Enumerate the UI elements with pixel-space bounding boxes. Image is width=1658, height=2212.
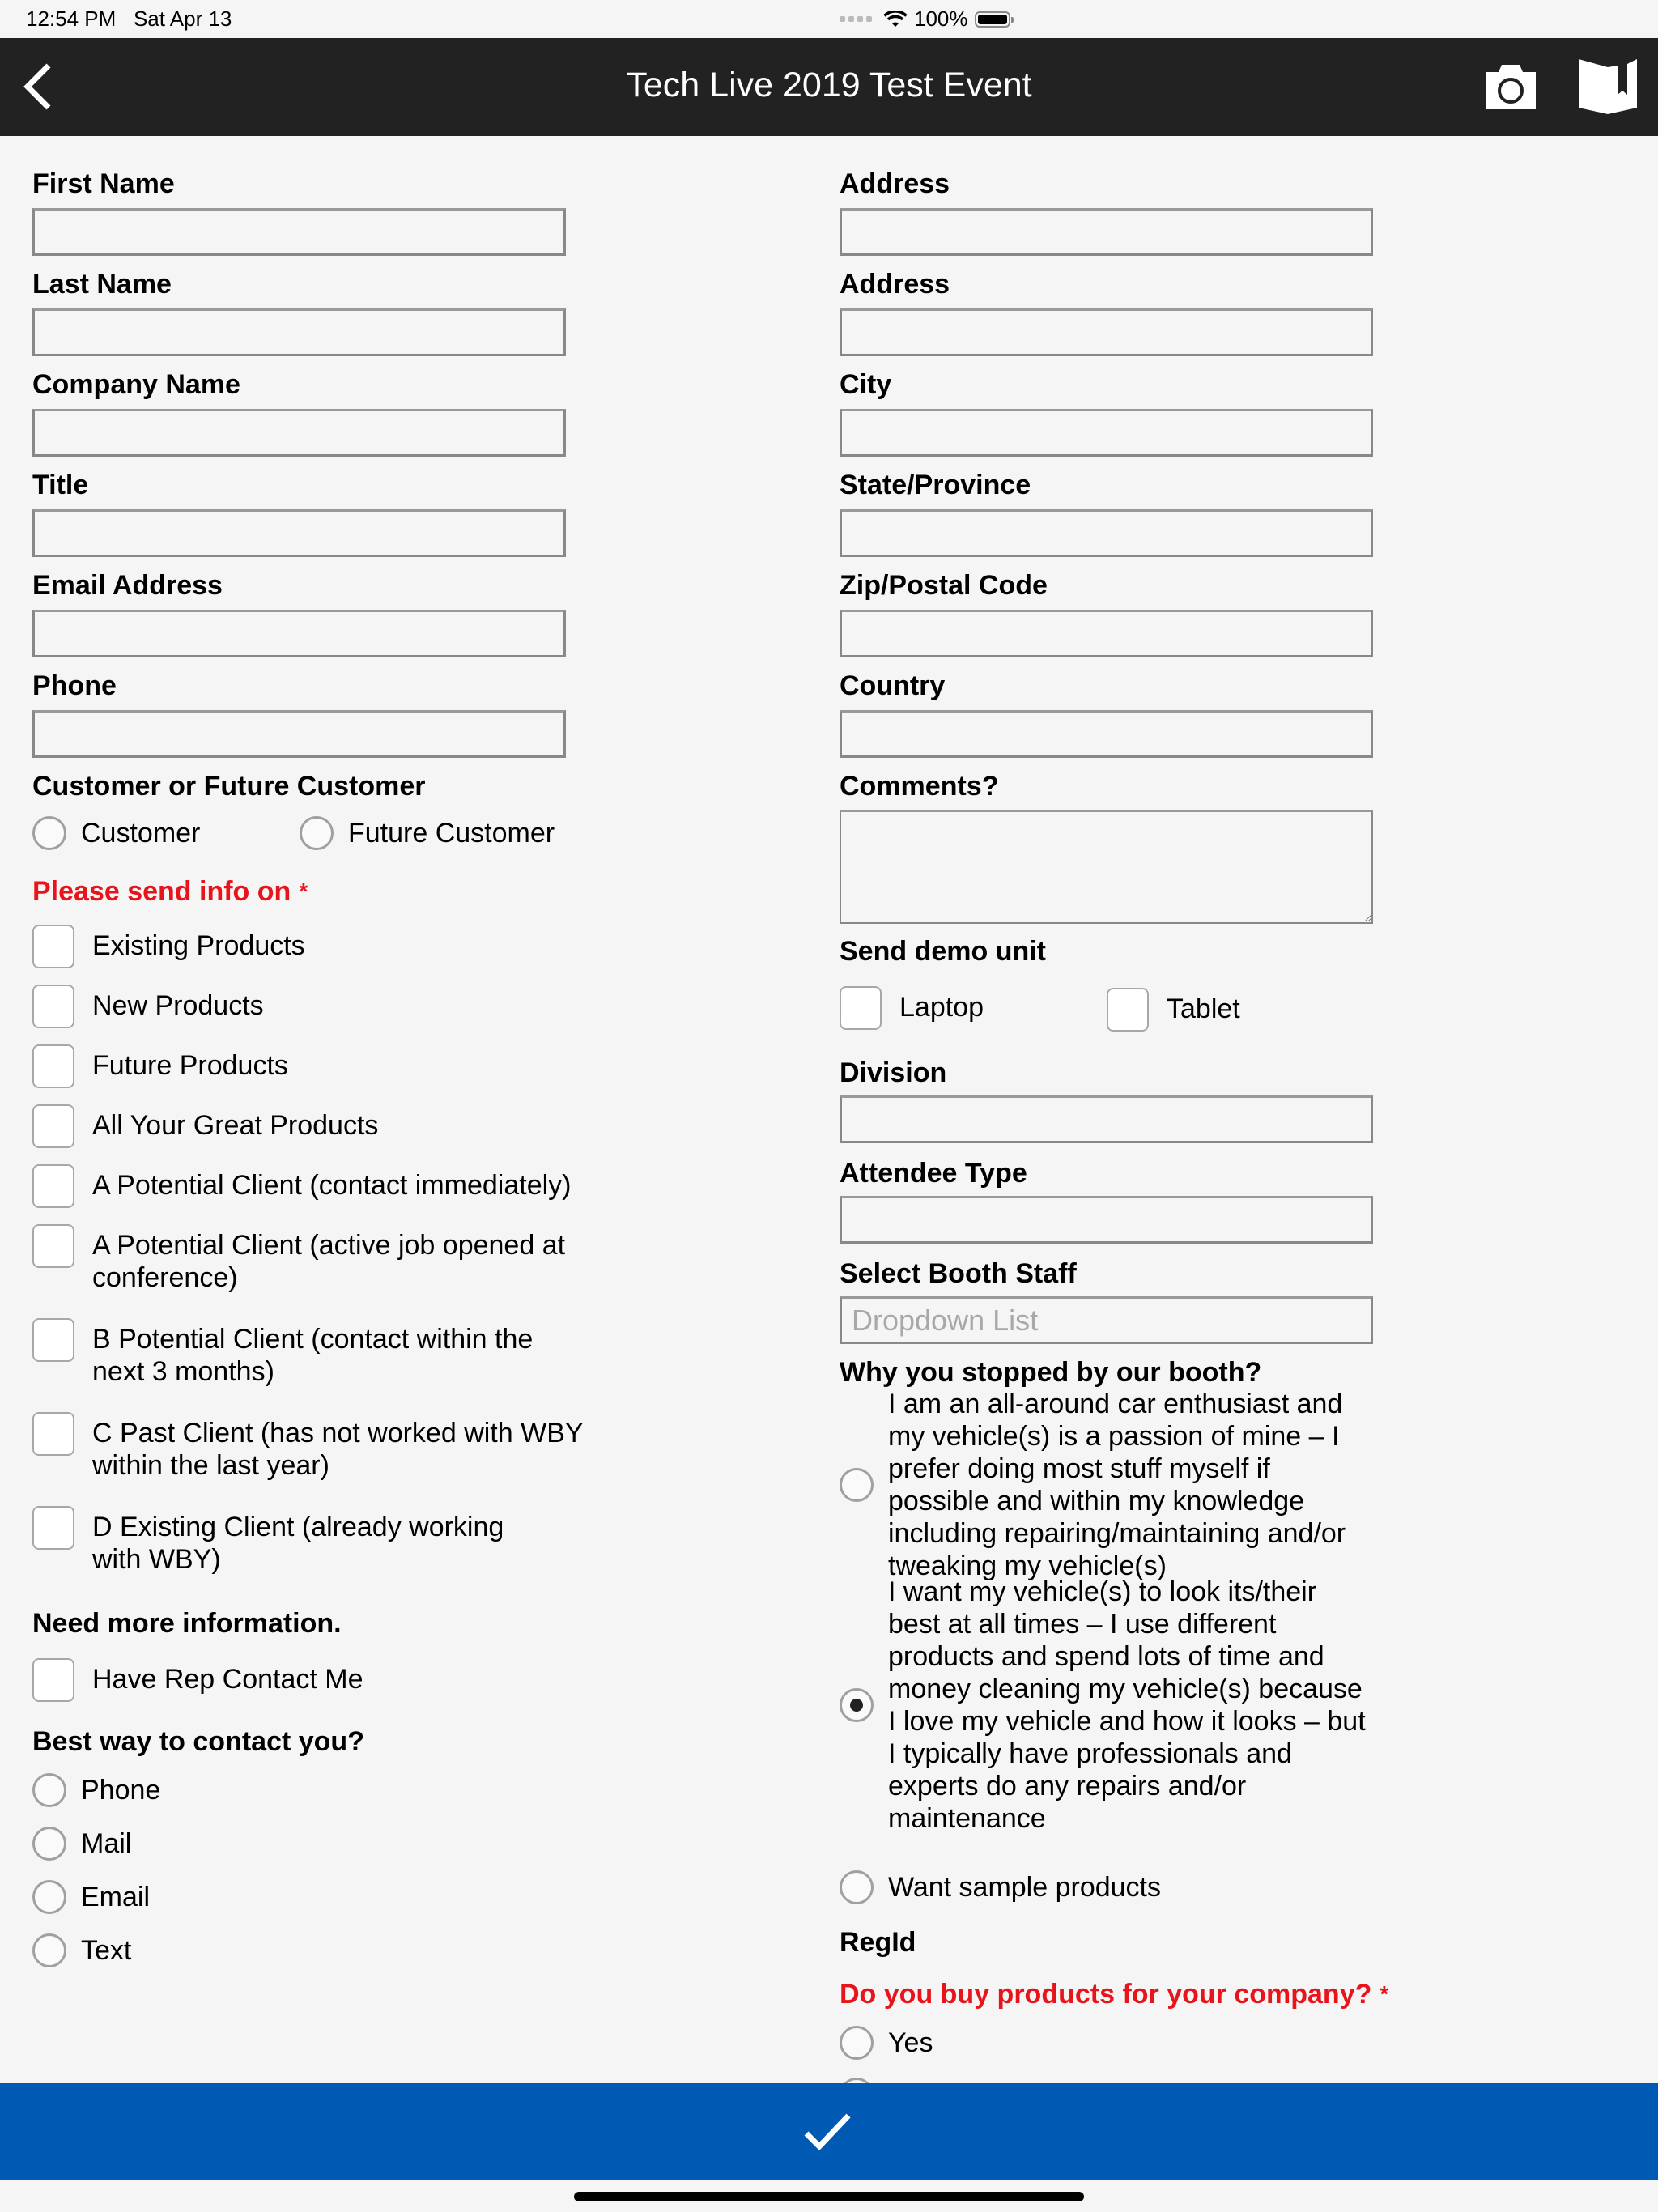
address1-input[interactable] [840,208,1373,256]
zip-label: Zip/Postal Code [840,570,1048,601]
page-title: Tech Live 2019 Test Event [626,66,1032,104]
why-stopped-label: Why you stopped by our booth? [840,1357,1262,1388]
checkbox-label: C Past Client (has not worked with WBY within the last year) [92,1418,583,1481]
radio-buy-yes[interactable] [840,2026,933,2060]
checkbox-all-products[interactable] [32,1104,378,1148]
radio-why-appearance[interactable] [840,1576,1374,1835]
comments-textarea[interactable] [840,810,1373,924]
checkbox-b-potential[interactable] [32,1318,583,1388]
checkbox-box[interactable] [32,985,74,1028]
required-mark: * [299,878,308,904]
last-name-input[interactable] [32,308,566,356]
title-input[interactable] [32,509,566,557]
required-mark: * [1380,1981,1389,2006]
checkbox-label: Laptop [899,992,984,1023]
state-label: State/Province [840,470,1031,500]
checkbox-have-rep-contact[interactable] [32,1658,363,1702]
phone-input[interactable] [32,710,566,758]
nav-header [0,38,1658,136]
checkbox-d-existing-client[interactable] [32,1506,534,1576]
book-icon [1577,57,1639,116]
first-name-label: First Name [32,168,175,199]
radio-circle-selected[interactable] [840,1688,874,1722]
radio-circle[interactable] [32,1880,66,1914]
radio-contact-email[interactable] [32,1880,150,1914]
checkbox-label: D Existing Client (already working with WBY) [92,1512,504,1575]
company-name-input[interactable] [32,409,566,457]
radio-contact-mail[interactable] [32,1827,131,1861]
city-input[interactable] [840,409,1373,457]
radio-label: Text [81,1935,132,1966]
book-button[interactable] [1577,57,1639,116]
checkbox-box[interactable] [32,1658,74,1702]
address2-label: Address [840,269,950,300]
checkbox-existing-products[interactable] [32,925,305,968]
title-label: Title [32,470,89,500]
radio-circle[interactable] [840,1468,874,1502]
booth-staff-dropdown[interactable] [840,1296,1373,1344]
radio-label: Want sample products [888,1872,1161,1903]
customer-type-label: Customer or Future Customer [32,771,426,802]
checkbox-future-products[interactable] [32,1044,288,1088]
signal-icon [840,16,872,22]
zip-input[interactable] [840,610,1373,657]
email-label: Email Address [32,570,223,601]
attendee-type-label: Attendee Type [840,1158,1027,1189]
radio-label: I am an all-around car enthusiast and my vehicle(s) is a passion of mine – I prefer doing most stuff myself if possible and within my knowledge including repairing/maintaining and/or tweaking my vehicle(s) [888,1389,1346,1581]
country-label: Country [840,670,946,701]
checkbox-laptop[interactable] [840,986,984,1030]
home-indicator[interactable] [574,2192,1084,2201]
battery-percent: 100% [914,6,968,31]
status-time: 12:54 PM Sat Apr 13 [26,6,232,31]
status-bar [0,0,1658,38]
radio-label: Mail [81,1828,132,1859]
phone-label: Phone [32,670,117,701]
checkbox-box[interactable] [32,925,74,968]
radio-label: Customer [81,818,201,849]
radio-circle[interactable] [840,2026,874,2060]
radio-label: Future Customer [348,818,555,849]
radio-circle[interactable] [32,816,66,850]
checkbox-label: Have Rep Contact Me [92,1664,363,1695]
booth-staff-label: Select Booth Staff [840,1258,1077,1289]
checkbox-label: Existing Products [92,930,305,961]
checkbox-box[interactable] [32,1318,74,1362]
radio-label: Yes [888,2027,933,2058]
radio-circle[interactable] [32,1933,66,1967]
address1-label: Address [840,168,950,199]
first-name-input[interactable] [32,208,566,256]
radio-circle[interactable] [300,816,334,850]
radio-circle[interactable] [840,1870,874,1904]
attendee-type-input[interactable] [840,1196,1373,1244]
checkmark-icon [803,2112,852,2151]
checkbox-box[interactable] [32,1044,74,1088]
camera-icon [1484,62,1537,111]
more-info-label: Need more information. [32,1608,342,1639]
checkbox-box[interactable] [32,1224,74,1268]
radio-contact-phone[interactable] [32,1773,160,1807]
submit-button[interactable] [0,2083,1658,2180]
checkbox-potential-active-job[interactable] [32,1224,583,1294]
radio-circle[interactable] [32,1827,66,1861]
checkbox-potential-immediate[interactable] [32,1164,571,1208]
radio-why-enthusiast[interactable] [840,1388,1374,1582]
demo-unit-label: Send demo unit [840,936,1046,967]
checkbox-new-products[interactable] [32,985,264,1028]
email-input[interactable] [32,610,566,657]
battery-icon [975,11,1010,28]
checkbox-label: B Potential Client (contact within the next 3 months) [92,1324,534,1387]
address2-input[interactable] [840,308,1373,356]
comments-label: Comments? [840,771,999,802]
status-right [840,6,1406,32]
checkbox-label: Tablet [1167,993,1240,1024]
city-label: City [840,369,892,400]
last-name-label: Last Name [32,269,172,300]
division-input[interactable] [840,1095,1373,1143]
checkbox-label: A Potential Client (active job opened at conference) [92,1230,566,1293]
country-input[interactable] [840,710,1373,758]
checkbox-box[interactable] [32,1506,74,1550]
radio-label: Phone [81,1775,161,1806]
checkbox-label: All Your Great Products [92,1110,379,1141]
checkbox-label: Future Products [92,1050,288,1081]
radio-label: Email [81,1882,151,1912]
checkbox-tablet[interactable] [1107,988,1240,1032]
checkbox-box[interactable] [1107,988,1149,1032]
radio-circle[interactable] [32,1773,66,1807]
radio-label: I want my vehicle(s) to look its/their best at all times – I use different products and spend lots of time and money cleaning my vehicle(s) because I love my vehicle and how it looks – but I typically have professionals and experts do any repairs and/or maintenance [888,1576,1366,1834]
regid-label: RegId [840,1927,916,1958]
checkbox-box[interactable] [32,1164,74,1208]
radio-why-samples[interactable] [840,1870,1161,1904]
state-input[interactable] [840,509,1373,557]
division-label: Division [840,1057,947,1088]
radio-contact-text[interactable] [32,1933,131,1967]
checkbox-box[interactable] [32,1412,74,1456]
checkbox-box[interactable] [32,1104,74,1148]
radio-customer[interactable] [32,816,200,850]
checkbox-label: New Products [92,990,264,1021]
checkbox-box[interactable] [840,986,882,1030]
company-name-label: Company Name [32,369,240,400]
dropdown-placeholder: Dropdown List [852,1304,1039,1337]
buy-products-label: Do you buy products for your company? * [840,1979,1389,2010]
radio-future-customer[interactable] [300,816,555,850]
wifi-icon [883,11,908,28]
camera-button[interactable] [1484,62,1537,111]
send-info-label: Please send info on * [32,876,308,907]
contact-method-label: Best way to contact you? [32,1726,364,1757]
checkbox-label: A Potential Client (contact immediately) [92,1170,572,1201]
checkbox-c-past-client[interactable] [32,1412,599,1482]
